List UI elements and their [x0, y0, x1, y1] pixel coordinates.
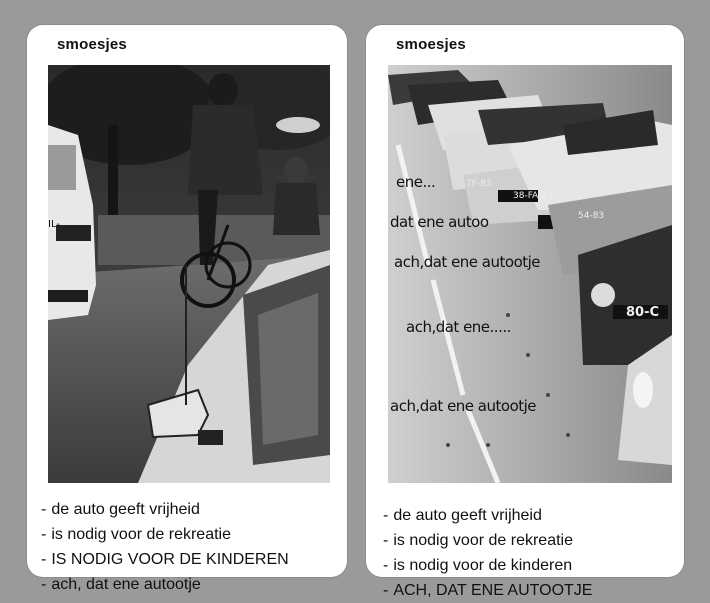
- caption-item: - ACH, DAT ENE AUTOOTJE: [383, 582, 593, 599]
- card-title: smoesjes: [57, 36, 127, 53]
- caption-list: [383, 503, 592, 603]
- license-plate-text: 54-83: [578, 211, 605, 221]
- cyclist-car-photo: [48, 65, 330, 483]
- caption-item: - is nodig voor de kinderen: [383, 557, 573, 574]
- caption-item: - de auto geeft vrijheid: [383, 507, 542, 524]
- caption-item: - ach, dat ene autootje: [41, 576, 201, 593]
- caption-list: [41, 497, 289, 597]
- caption-item: - is nodig voor de rekreatie: [383, 532, 573, 549]
- overlay-text: ach,dat ene autootje: [390, 397, 537, 415]
- caption-item: - de auto geeft vrijheid: [41, 501, 200, 518]
- overlay-text: ene...: [396, 173, 436, 191]
- card-left: [27, 25, 347, 593]
- license-plate-text: 38-FA-23: [513, 191, 553, 201]
- license-plate-text: 7F-83: [466, 179, 492, 189]
- license-plate-text: 80-C: [626, 305, 660, 320]
- license-plate-text: IL-: [48, 219, 60, 230]
- parked-cars-photo: [388, 65, 672, 483]
- card-right: [366, 25, 684, 599]
- overlay-text: dat ene autoo: [390, 213, 489, 231]
- overlay-text: ach,dat ene autootje: [394, 253, 541, 271]
- card-title: smoesjes: [396, 36, 466, 53]
- caption-item: - IS NODIG VOOR DE KINDEREN: [41, 551, 289, 568]
- overlay-text: ach,dat ene.....: [406, 318, 511, 336]
- caption-item: - is nodig voor de rekreatie: [41, 526, 231, 543]
